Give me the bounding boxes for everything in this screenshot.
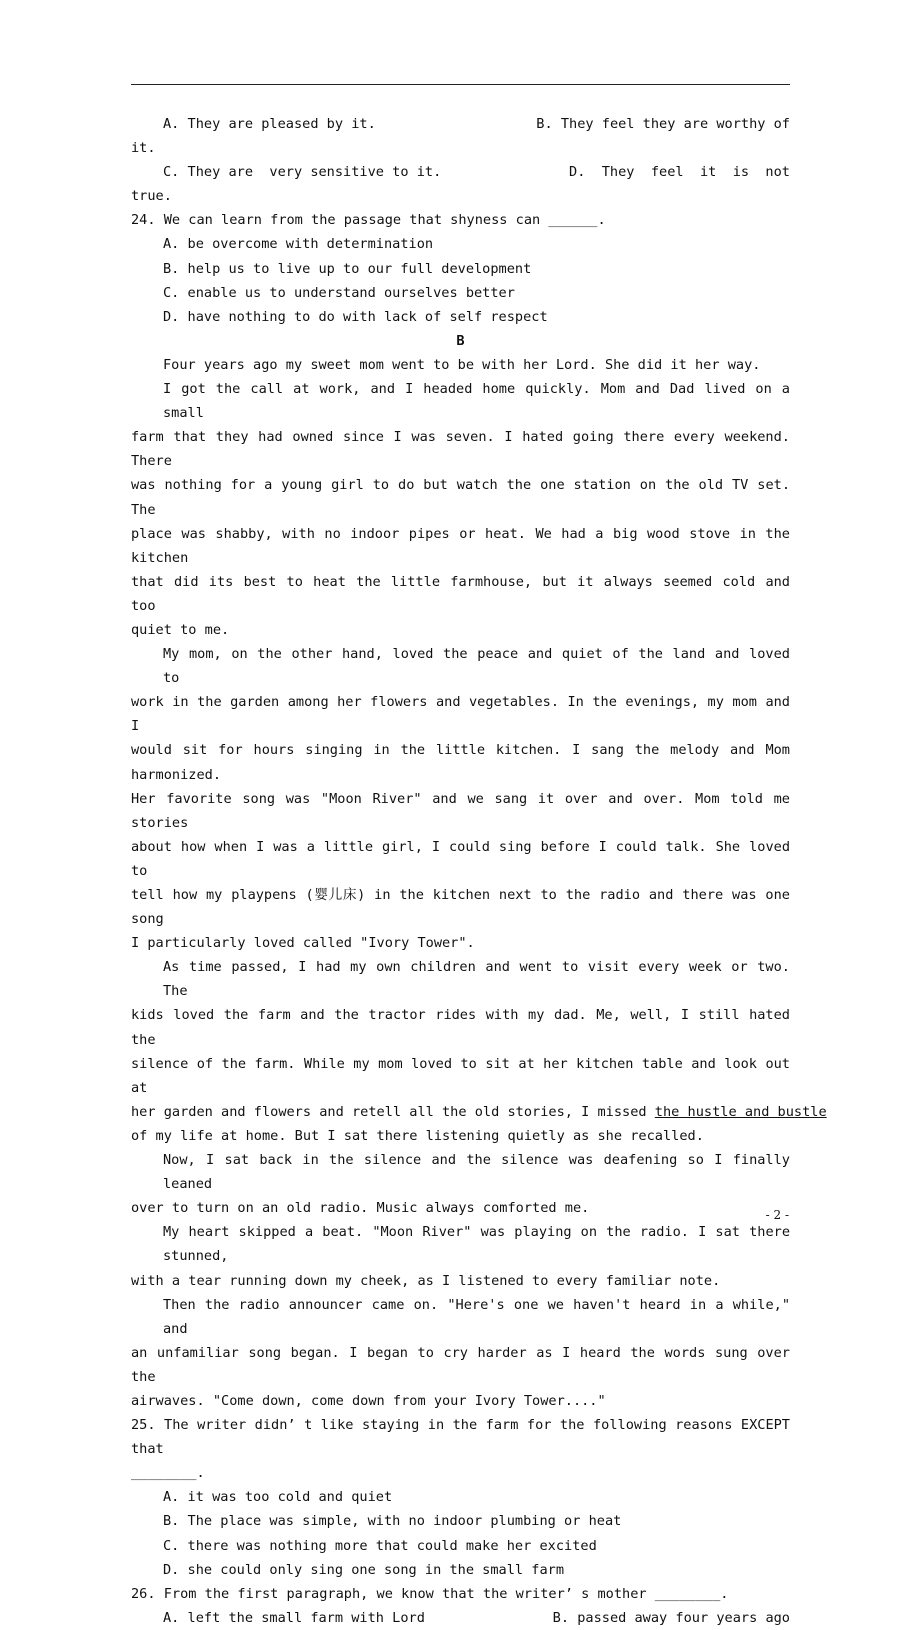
document-page: [131, 112, 827, 1630]
paragraph-3-line: would sit for hours singing in the little kitchen. I sang the melody and Mom harmonized.: [131, 742, 790, 783]
paragraph-1: Four years ago my sweet mom went to be with her Lord. She did it her way.: [163, 356, 761, 373]
q25-option-c: C. there was nothing more that could make her excited: [163, 1537, 597, 1554]
paragraph-2-line: that did its best to heat the little farmhouse, but it always seemed cold and too: [131, 573, 790, 614]
q24-option-c: C. enable us to understand ourselves better: [163, 284, 515, 301]
page-number: - 2 -: [765, 1208, 789, 1222]
paragraph-3-line: Her favorite song was "Moon River" and we sang it over and over. Mom told me stories: [131, 790, 790, 831]
q23-option-a: A. They are pleased by it.: [163, 116, 376, 132]
paragraph-2-line: quiet to me.: [131, 621, 230, 638]
q25-option-a: A. it was too cold and quiet: [163, 1489, 393, 1506]
paragraph-7-line: Then the radio announcer came on. "Here's one we haven't heard in a while," and: [163, 1296, 790, 1337]
paragraph-3-line: My mom, on the other hand, loved the peace and quiet of the land and loved to: [163, 646, 790, 687]
paragraph-7-line: airwaves. "Come down, come down from your Ivory Tower....": [131, 1392, 606, 1409]
q24-option-d: D. have nothing to do with lack of self respect: [163, 308, 548, 325]
q24-option-b: B. help us to live up to our full development: [163, 260, 532, 277]
paragraph-2-line: place was shabby, with no indoor pipes or heat. We had a big wood stove in the kitchen: [131, 525, 790, 566]
q25-option-b: B. The place was simple, with no indoor plumbing or heat: [163, 1513, 622, 1530]
q26-stem: 26. From the first paragraph, we know that the writer’ s mother ________.: [131, 1585, 729, 1602]
q25-option-d: D. she could only sing one song in the small farm: [163, 1561, 565, 1578]
paragraph-3-line: tell how my playpens (婴儿床) in the kitchen next to the radio and there was one song: [131, 887, 790, 928]
paragraph-3-line: about how when I was a little girl, I could sing before I could talk. She loved to: [131, 838, 790, 879]
paragraph-2-line: I got the call at work, and I headed home quickly. Mom and Dad lived on a small: [163, 381, 790, 422]
header-rule: [131, 84, 790, 85]
q23-options-cd: [131, 160, 790, 184]
q23-option-d: D. They feel it is not: [569, 164, 790, 181]
paragraph-7-line: an unfamiliar song began. I began to cry harder as I heard the words sung over the: [131, 1344, 790, 1385]
paragraph-4-line: kids loved the farm and the tractor rides with my dad. Me, well, I still hated the: [131, 1007, 790, 1048]
q23-option-d-cont: true.: [131, 188, 172, 205]
paragraph-2-line: farm that they had owned since I was seven. I hated going there every weekend. There: [131, 429, 790, 470]
paragraph-6-line: with a tear running down my cheek, as I listened to every familiar note.: [131, 1272, 721, 1289]
paragraph-5-line: Now, I sat back in the silence and the silence was deafening so I finally leaned: [163, 1152, 790, 1193]
paragraph-6-line: My heart skipped a beat. "Moon River" was playing on the radio. I sat there stunned,: [163, 1224, 790, 1265]
q23-option-c: C. They are very sensitive to it.: [163, 164, 442, 181]
paragraph-5-line: over to turn on an old radio. Music always comforted me.: [131, 1200, 590, 1217]
q26-option-a: A. left the small farm with Lord: [163, 1609, 425, 1626]
q23-options-ab: [131, 112, 790, 136]
section-b-heading: B: [456, 332, 465, 349]
q24-stem: 24. We can learn from the passage that shyness can ______.: [131, 212, 606, 229]
paragraph-4-line-underlined: [131, 1100, 827, 1124]
q23-option-b-cont: it.: [131, 140, 156, 157]
paragraph-3-line: I particularly loved called "Ivory Tower".: [131, 935, 475, 952]
paragraph-3-line: work in the garden among her flowers and vegetables. In the evenings, my mom and I: [131, 694, 790, 735]
paragraph-4-line: As time passed, I had my own children and went to visit every week or two. The: [163, 959, 790, 1000]
q25-stem: 25. The writer didn’ t like staying in the farm for the following reasons EXCEPT that: [131, 1417, 790, 1458]
q24-option-a: A. be overcome with determination: [163, 236, 434, 253]
paragraph-4-text: her garden and flowers and retell all the old stories, I missed: [131, 1103, 655, 1120]
q23-option-b: B. They feel they are worthy of: [536, 116, 790, 132]
q26-options-ab: [131, 1606, 790, 1630]
paragraph-2-line: was nothing for a young girl to do but watch the one station on the old TV set. The: [131, 477, 790, 518]
paragraph-4-line: of my life at home. But I sat there listening quietly as she recalled.: [131, 1127, 704, 1144]
q25-stem-cont: ________.: [131, 1465, 205, 1482]
q26-option-b: B. passed away four years ago: [552, 1609, 790, 1626]
underlined-phrase: the hustle and bustle: [654, 1103, 827, 1120]
paragraph-4-line: silence of the farm. While my mom loved to sit at her kitchen table and look out at: [131, 1055, 790, 1096]
